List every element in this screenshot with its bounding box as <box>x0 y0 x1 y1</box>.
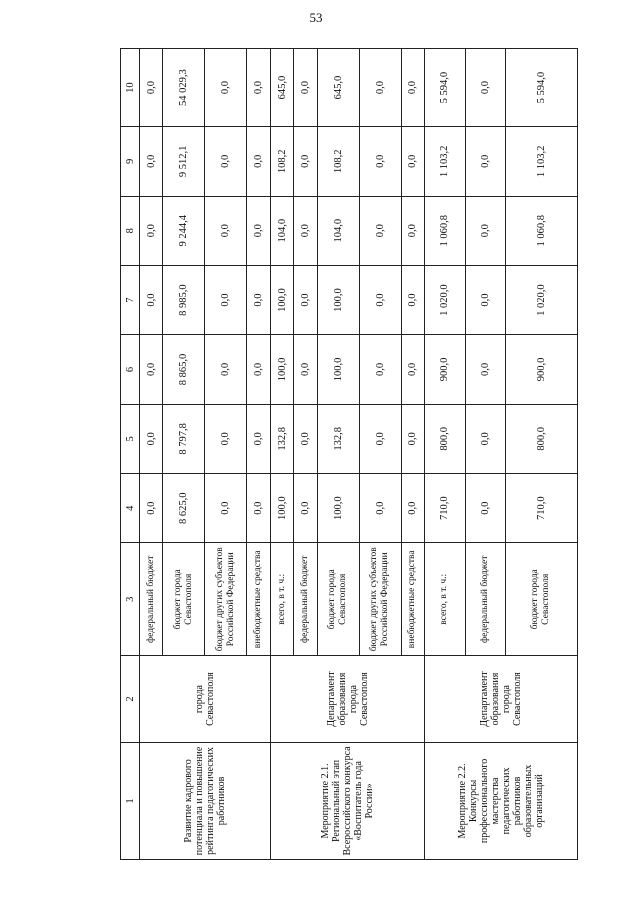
column-header: 5 <box>121 404 140 473</box>
value-cell: 0,0 <box>205 127 247 196</box>
value-cell: 0,0 <box>140 335 163 404</box>
value-cell: 0,0 <box>294 127 317 196</box>
value-cell: 108,2 <box>317 127 359 196</box>
funding-source-cell: бюджет города Севастополя <box>317 543 359 656</box>
table-row <box>425 49 465 860</box>
activity-name-cell: Развитие кадрового потенциала и повышение рейтинга педагогических работников <box>140 742 271 859</box>
page-number: 53 <box>309 10 323 25</box>
funding-source-cell: бюджет города Севастополя <box>163 543 205 656</box>
value-cell: 900,0 <box>425 335 465 404</box>
value-cell: 100,0 <box>270 265 293 334</box>
funding-source-cell: бюджет города Севастополя <box>505 543 577 656</box>
value-cell: 100,0 <box>317 474 359 543</box>
value-cell: 0,0 <box>359 49 401 127</box>
funding-source-cell: внебюджетные средства <box>247 543 270 656</box>
value-cell: 5 594,0 <box>425 49 465 127</box>
value-cell: 0,0 <box>140 196 163 265</box>
activity-name-cell: Мероприятие 2.2. Конкурсы профессионального мастерства педагогических работников образовательных организаций <box>425 742 578 859</box>
value-cell: 0,0 <box>247 474 270 543</box>
column-header: 1 <box>121 742 140 859</box>
value-cell: 710,0 <box>425 474 465 543</box>
activity-name-cell: Мероприятие 2.1. Региональный этап Всероссийского конкурса «Воспитатель года России» <box>270 742 424 859</box>
table-body <box>140 49 578 860</box>
value-cell: 0,0 <box>401 404 424 473</box>
executor-cell: Департамент образования города Севастополя <box>425 656 578 743</box>
value-cell: 1 060,8 <box>505 196 577 265</box>
value-cell: 0,0 <box>140 404 163 473</box>
funding-source-cell: федеральный бюджет <box>294 543 317 656</box>
column-header: 10 <box>121 49 140 127</box>
value-cell: 0,0 <box>401 49 424 127</box>
value-cell: 100,0 <box>270 335 293 404</box>
value-cell: 8 985,0 <box>163 265 205 334</box>
table-row <box>270 49 293 860</box>
funding-source-cell: внебюджетные средства <box>401 543 424 656</box>
value-cell: 54 029,3 <box>163 49 205 127</box>
value-cell: 0,0 <box>401 335 424 404</box>
value-cell: 0,0 <box>205 335 247 404</box>
value-cell: 1 020,0 <box>425 265 465 334</box>
value-cell: 0,0 <box>465 474 505 543</box>
value-cell: 100,0 <box>270 474 293 543</box>
value-cell: 0,0 <box>359 127 401 196</box>
value-cell: 0,0 <box>401 265 424 334</box>
value-cell: 645,0 <box>270 49 293 127</box>
funding-source-cell: бюджет других субъектов Российской Федерации <box>359 543 401 656</box>
value-cell: 0,0 <box>294 265 317 334</box>
value-cell: 0,0 <box>140 49 163 127</box>
value-cell: 0,0 <box>359 474 401 543</box>
column-header: 6 <box>121 335 140 404</box>
value-cell: 132,8 <box>317 404 359 473</box>
table-frame <box>120 48 578 860</box>
value-cell: 0,0 <box>205 196 247 265</box>
value-cell: 8 625,0 <box>163 474 205 543</box>
value-cell: 0,0 <box>294 335 317 404</box>
value-cell: 1 103,2 <box>505 127 577 196</box>
value-cell: 0,0 <box>359 196 401 265</box>
column-header: 4 <box>121 474 140 543</box>
value-cell: 100,0 <box>317 265 359 334</box>
value-cell: 8 797,8 <box>163 404 205 473</box>
value-cell: 8 865,0 <box>163 335 205 404</box>
value-cell: 0,0 <box>140 127 163 196</box>
column-header: 9 <box>121 127 140 196</box>
funding-source-cell: всего, в т. ч.: <box>270 543 293 656</box>
funding-source-cell: федеральный бюджет <box>140 543 163 656</box>
funding-source-cell: всего, в т. ч.: <box>425 543 465 656</box>
header-row <box>121 49 140 860</box>
value-cell: 0,0 <box>247 335 270 404</box>
rotated-table-container <box>120 48 578 860</box>
value-cell: 0,0 <box>465 196 505 265</box>
value-cell: 0,0 <box>140 474 163 543</box>
executor-cell: Департамент образования города Севастополя <box>270 656 424 743</box>
funding-source-cell: бюджет других субъектов Российской Федерации <box>205 543 247 656</box>
value-cell: 0,0 <box>359 404 401 473</box>
value-cell: 645,0 <box>317 49 359 127</box>
value-cell: 0,0 <box>294 474 317 543</box>
value-cell: 0,0 <box>205 265 247 334</box>
value-cell: 104,0 <box>317 196 359 265</box>
value-cell: 0,0 <box>359 335 401 404</box>
value-cell: 0,0 <box>247 127 270 196</box>
value-cell: 0,0 <box>205 49 247 127</box>
value-cell: 0,0 <box>401 127 424 196</box>
value-cell: 800,0 <box>505 404 577 473</box>
funding-source-cell: федеральный бюджет <box>465 543 505 656</box>
value-cell: 0,0 <box>205 404 247 473</box>
column-header: 7 <box>121 265 140 334</box>
value-cell: 5 594,0 <box>505 49 577 127</box>
table-row <box>140 49 163 860</box>
budget-table <box>120 48 578 860</box>
value-cell: 0,0 <box>465 127 505 196</box>
value-cell: 0,0 <box>247 404 270 473</box>
value-cell: 1 103,2 <box>425 127 465 196</box>
value-cell: 0,0 <box>205 474 247 543</box>
value-cell: 1 060,8 <box>425 196 465 265</box>
value-cell: 0,0 <box>465 404 505 473</box>
value-cell: 132,8 <box>270 404 293 473</box>
value-cell: 800,0 <box>425 404 465 473</box>
value-cell: 0,0 <box>247 49 270 127</box>
value-cell: 0,0 <box>401 474 424 543</box>
value-cell: 108,2 <box>270 127 293 196</box>
value-cell: 0,0 <box>465 335 505 404</box>
value-cell: 0,0 <box>294 196 317 265</box>
value-cell: 0,0 <box>247 265 270 334</box>
value-cell: 0,0 <box>247 196 270 265</box>
value-cell: 900,0 <box>505 335 577 404</box>
value-cell: 0,0 <box>294 404 317 473</box>
value-cell: 0,0 <box>294 49 317 127</box>
column-header: 8 <box>121 196 140 265</box>
value-cell: 104,0 <box>270 196 293 265</box>
value-cell: 0,0 <box>401 196 424 265</box>
column-header: 2 <box>121 656 140 743</box>
value-cell: 710,0 <box>505 474 577 543</box>
value-cell: 0,0 <box>465 265 505 334</box>
column-header: 3 <box>121 543 140 656</box>
value-cell: 100,0 <box>317 335 359 404</box>
executor-cell: города Севастополя <box>140 656 271 743</box>
value-cell: 1 020,0 <box>505 265 577 334</box>
value-cell: 9 244,4 <box>163 196 205 265</box>
value-cell: 0,0 <box>465 49 505 127</box>
value-cell: 0,0 <box>359 265 401 334</box>
value-cell: 0,0 <box>140 265 163 334</box>
value-cell: 9 512,1 <box>163 127 205 196</box>
